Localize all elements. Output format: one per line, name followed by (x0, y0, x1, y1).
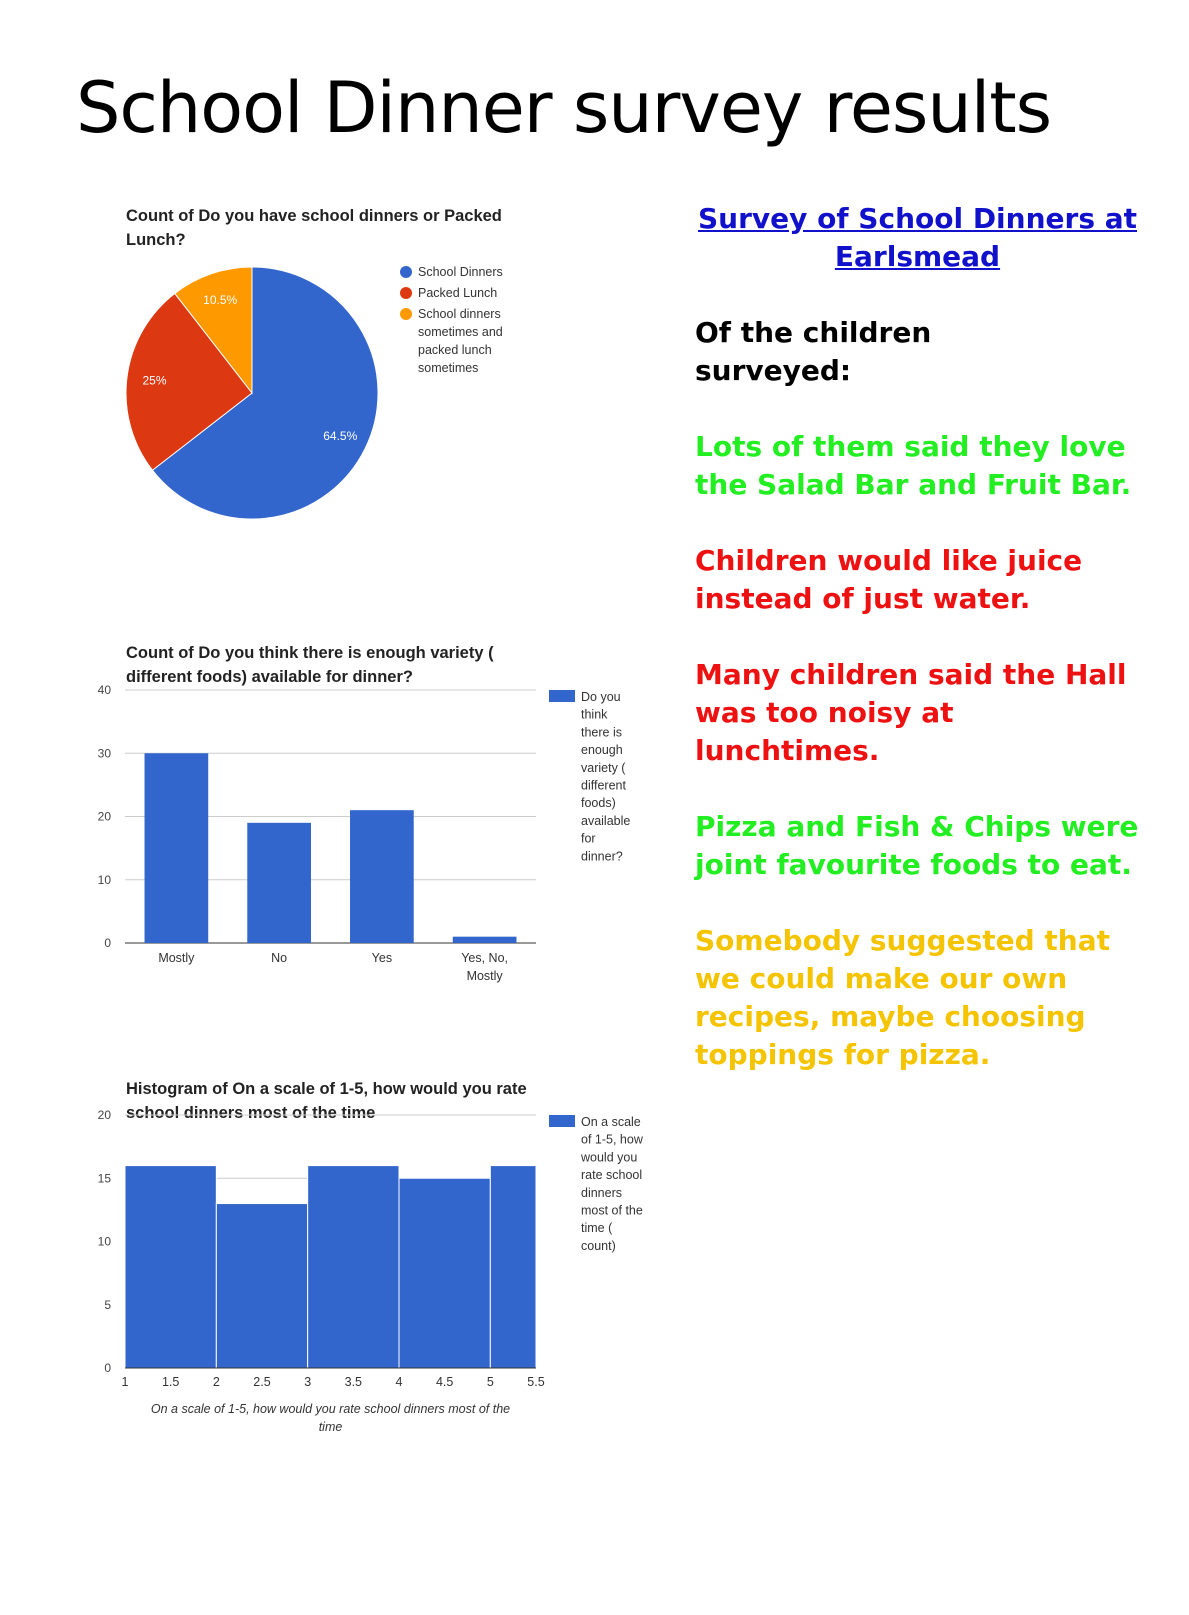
summary-paragraph: Somebody suggested that we could make our own recipes, maybe choosing toppings for pizza. (695, 924, 1110, 1071)
y-tick-label: 5 (104, 1297, 111, 1312)
summary-paragraph: Pizza and Fish & Chips were joint favourite foods to eat. (695, 810, 1139, 881)
x-tick-label: 3.5 (344, 1375, 363, 1389)
x-tick-label: 2 (212, 1375, 220, 1389)
x-tick-label: 3 (304, 1375, 312, 1389)
summary-paragraph: Children would like juice instead of just water. (695, 544, 1083, 615)
legend-label: would you (581, 1150, 638, 1165)
legend-label: count) (581, 1238, 616, 1253)
legend-label: there is (581, 725, 622, 740)
legend-label: for (581, 831, 596, 846)
y-tick-label: 30 (97, 746, 111, 761)
legend-label: most of the (581, 1203, 643, 1218)
y-tick-label: 0 (104, 1361, 111, 1375)
histogram-bar (125, 1166, 216, 1368)
pie-slice-label: 10.5% (203, 293, 238, 308)
x-tick-label: Yes (371, 951, 393, 965)
x-tick-label: Yes, No, (461, 951, 509, 965)
page-title: School Dinner survey results (76, 67, 1052, 149)
legend-label: sometimes (418, 361, 479, 375)
x-tick-label: 4 (395, 1375, 403, 1389)
legend-label: School dinners (418, 307, 501, 321)
survey-heading-link[interactable]: Survey of School Dinners at Earlsmead (697, 202, 1138, 273)
legend-label: rate school (581, 1168, 643, 1183)
x-tick-label: 5.5 (527, 1375, 545, 1389)
x-tick-label: Mostly (158, 951, 195, 965)
y-tick-label: 20 (97, 1108, 111, 1122)
pie-slice-label: 64.5% (323, 429, 358, 444)
histogram-chart-title: Histogram of On a scale of 1-5, how would you rate school dinners most of the time (126, 1080, 527, 1122)
x-tick-label: Mostly (466, 969, 503, 983)
x-tick-label: 1 (121, 1375, 129, 1389)
legend-label: dinner? (581, 849, 623, 864)
x-tick-label: No (271, 951, 288, 965)
summary-column (695, 200, 1140, 1112)
legend-label: of 1-5, how (581, 1132, 643, 1147)
histogram-bar (490, 1166, 536, 1368)
x-tick-label: 2.5 (253, 1375, 271, 1389)
histogram-bar (216, 1204, 307, 1368)
pie-chart-title: Count of Do you have school dinners or Packed Lunch? (126, 207, 502, 249)
y-tick-label: 20 (97, 809, 111, 824)
variety-chart-title: Count of Do you think there is enough variety ( different foods) available for dinner? (126, 644, 494, 686)
y-tick-label: 0 (104, 936, 111, 950)
legend-label: Packed Lunch (418, 286, 498, 300)
pie-slice-label: 25% (142, 373, 167, 388)
x-tick-label: 5 (486, 1375, 494, 1389)
legend-label: think (581, 707, 608, 722)
summary-paragraph: Of the children surveyed: (695, 316, 932, 387)
legend-label: School Dinners (418, 265, 503, 279)
y-tick-label: 10 (97, 1234, 111, 1249)
summary-paragraph: Lots of them said they love the Salad Bar and Fruit Bar. (695, 430, 1132, 501)
legend-label: variety ( (581, 760, 626, 775)
y-tick-label: 40 (97, 683, 111, 697)
legend-label: different (581, 778, 626, 793)
legend-label: dinners (581, 1185, 622, 1200)
y-tick-label: 10 (97, 872, 111, 887)
x-tick-label: 1.5 (161, 1375, 180, 1389)
legend-label: enough (581, 743, 623, 758)
legend-label: Do you (581, 690, 621, 704)
summary-paragraph: Many children said the Hall was too noisy at lunchtimes. (695, 658, 1127, 767)
legend-label: sometimes and (418, 325, 503, 339)
y-tick-label: 15 (97, 1171, 111, 1186)
histogram-bar (399, 1178, 490, 1368)
x-axis-title: On a scale of 1-5, how would you rate school dinners most of the (150, 1402, 511, 1416)
legend-label: available (581, 813, 631, 828)
histogram-bar (308, 1166, 399, 1368)
legend-label: foods) (581, 796, 616, 811)
x-axis-title: time (318, 1420, 343, 1434)
x-tick-label: 4.5 (435, 1375, 454, 1389)
legend-marker (549, 1115, 575, 1127)
legend-label: packed lunch (418, 343, 492, 357)
legend-label: On a scale (581, 1115, 641, 1129)
legend-label: time ( (581, 1221, 613, 1236)
